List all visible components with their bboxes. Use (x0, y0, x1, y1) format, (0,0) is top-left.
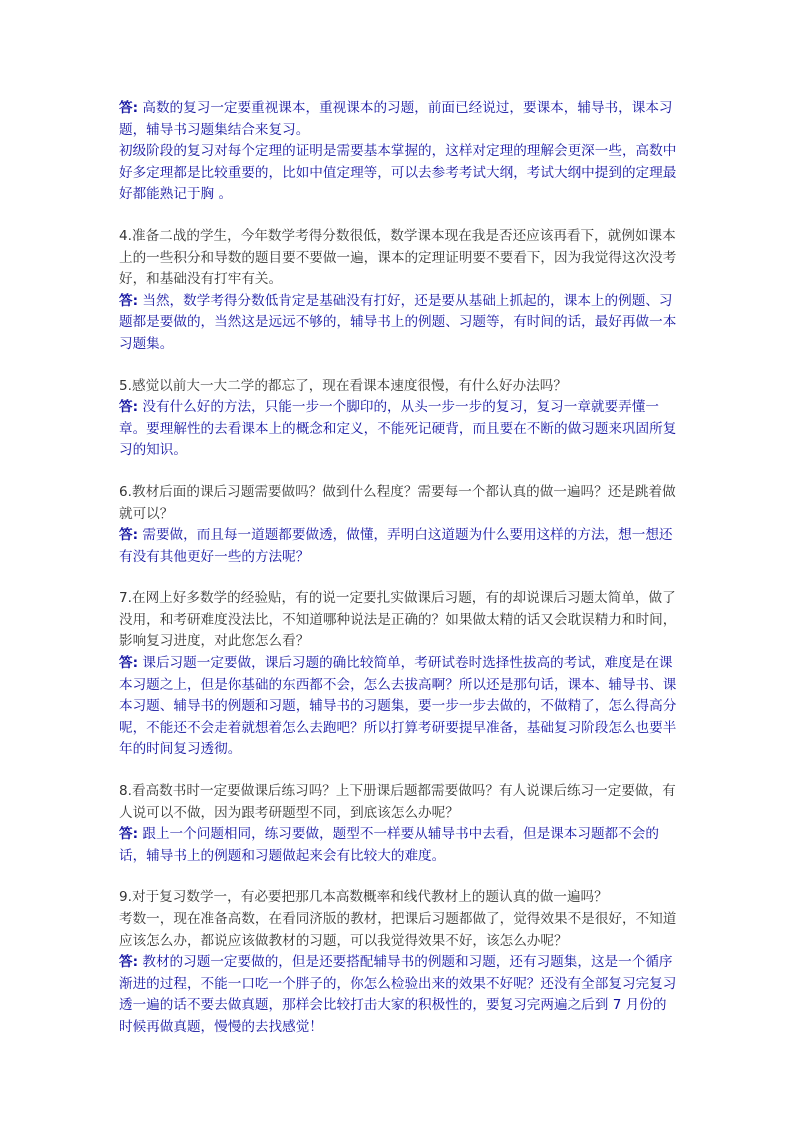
answer-text: 教材的习题一定要做的，但是还要搭配辅导书的例题和习题，还有习题集，这是一个循序渐进的过程，不能一口吃一个胖子的，你怎么检验出来的效果不好呢？还没有全部复习完复习透一遍的话不要去做真题，那样会比较打击大家的积极性的，要复习完两遍之后到 7 月份的时候再做真题，慢慢的去找感觉！ (119, 954, 677, 1035)
answer-text: 需要做，而且每一道题都要做透，做懂，弄明白这道题为什么要用这样的方法，想一想还有没有其他更好一些的方法呢？ (119, 527, 673, 565)
answer-text: 课后习题一定要做，课后习题的确比较简单，考研试卷时选择性拔高的考试，难度是在课本习题之上，但是你基础的东西都不会，怎么去拔高啊？所以还是那句话，课本、辅导书、课本习题、辅导书的例题和习题，辅导书的习题集，要一步一步去做的，不做精了，怎么得高分呢，不能还不会走着就想着怎么去跑吧？所以打算考研要提早准备，基础复习阶段怎么也要半年的时间复习透彻。 (119, 655, 677, 758)
qa-block-5 (119, 376, 679, 462)
qa-block-9 (119, 887, 679, 1038)
question-paragraph: 7.在网上好多数学的经验贴，有的说一定要扎实做课后习题，有的却说课后习题太简单，做了没用，和考研难度没法比，不知道哪种说法是正确的？如果做太精的话又会耽误精力和时间，影响复习进度，对此您怎么看？ (119, 590, 677, 650)
answer-text: 跟上一个问题相同，练习要做，题型不一样要从辅导书中去看，但是课本习题都不会的话，辅导书上的例题和习题做起来会有比较大的难度。 (119, 826, 659, 864)
question-paragraph: 8.看高数书时一定要做课后练习吗？上下册课后题都需要做吗？有人说课后练习一定要做，有人说可以不做，因为跟考研题型不同，到底该怎么办呢？ (119, 783, 676, 821)
answer-extra-paragraph: 初级阶段的复习对每个定理的证明是需要基本掌握的，这样对定理的理解会更深一些，高数中好多定理都是比较重要的，比如中值定理等，可以去参考考试大纲，考试大纲中提到的定理最好都能熟记于胸 。 (119, 143, 677, 203)
answer-paragraph (119, 397, 679, 462)
question-extra-paragraph: 考数一，现在准备高数，在看同济版的教材，把课后习题都做了，觉得效果不是很好，不知道应该怎么办，都说应该做教材的习题，可以我觉得效果不好，该怎么办呢？ (119, 911, 677, 949)
qa-block-7 (119, 588, 679, 761)
qa-block-8 (119, 781, 679, 867)
answer-paragraph (119, 824, 679, 867)
answer-paragraph (119, 291, 679, 356)
question-paragraph: 4.准备二战的学生，今年数学考得分数很低，数学课本现在我是否还应该再看下，就例如课本上的一些积分和导数的题目要不要做一遍，课本的定理证明要不要看下，因为我觉得这次没考好，和基础没有打牢有关。 (119, 227, 677, 288)
question-paragraph: 9.对于复习数学一，有必要把那几本高数概率和线代教材上的题认真的做一遍吗？ (119, 889, 608, 906)
qa-block-3 (119, 98, 679, 206)
qa-block-6 (119, 482, 679, 568)
answer-text: 当然，数学考得分数低肯定是基础没有打好，还是要从基础上抓起的，课本上的例题、习题都是要做的，当然这是远远不够的，辅导书上的例题、习题等，有时间的话，最好再做一本习题集。 (119, 292, 677, 352)
answer-paragraph (119, 525, 679, 568)
qa-block-4 (119, 226, 679, 356)
question-paragraph: 5.感觉以前大一大二学的都忘了，现在看课本速度很慢，有什么好办法吗？ (119, 377, 567, 394)
answer-prefix: 答: (119, 399, 139, 416)
answer-prefix: 答: (119, 655, 139, 672)
question-paragraph: 6.教材后面的课后习题需要做吗？做到什么程度？需要每一个都认真的做一遍吗？还是跳着做就可以？ (119, 483, 676, 522)
answer-paragraph (119, 952, 679, 1038)
document-page (119, 98, 679, 1039)
answer-prefix: 答: (119, 954, 139, 971)
answer-prefix: 答: (119, 826, 139, 843)
answer-paragraph (119, 98, 679, 141)
answer-text: 高数的复习一定要重视课本，重视课本的习题，前面已经说过，要课本，辅导书，课本习题，辅导书习题集结合来复习。 (119, 100, 673, 138)
answer-text: 没有什么好的方法，只能一步一个脚印的，从头一步一步的复习，复习一章就要弄懂一章。要理解性的去看课本上的概念和定义，不能死记硬背，而且要在不断的做习题来巩固所复习的知识。 (119, 399, 677, 459)
answer-prefix: 答: (119, 100, 139, 116)
answer-prefix: 答: (119, 527, 139, 544)
answer-prefix: 答: (119, 292, 139, 309)
answer-paragraph (119, 653, 679, 761)
